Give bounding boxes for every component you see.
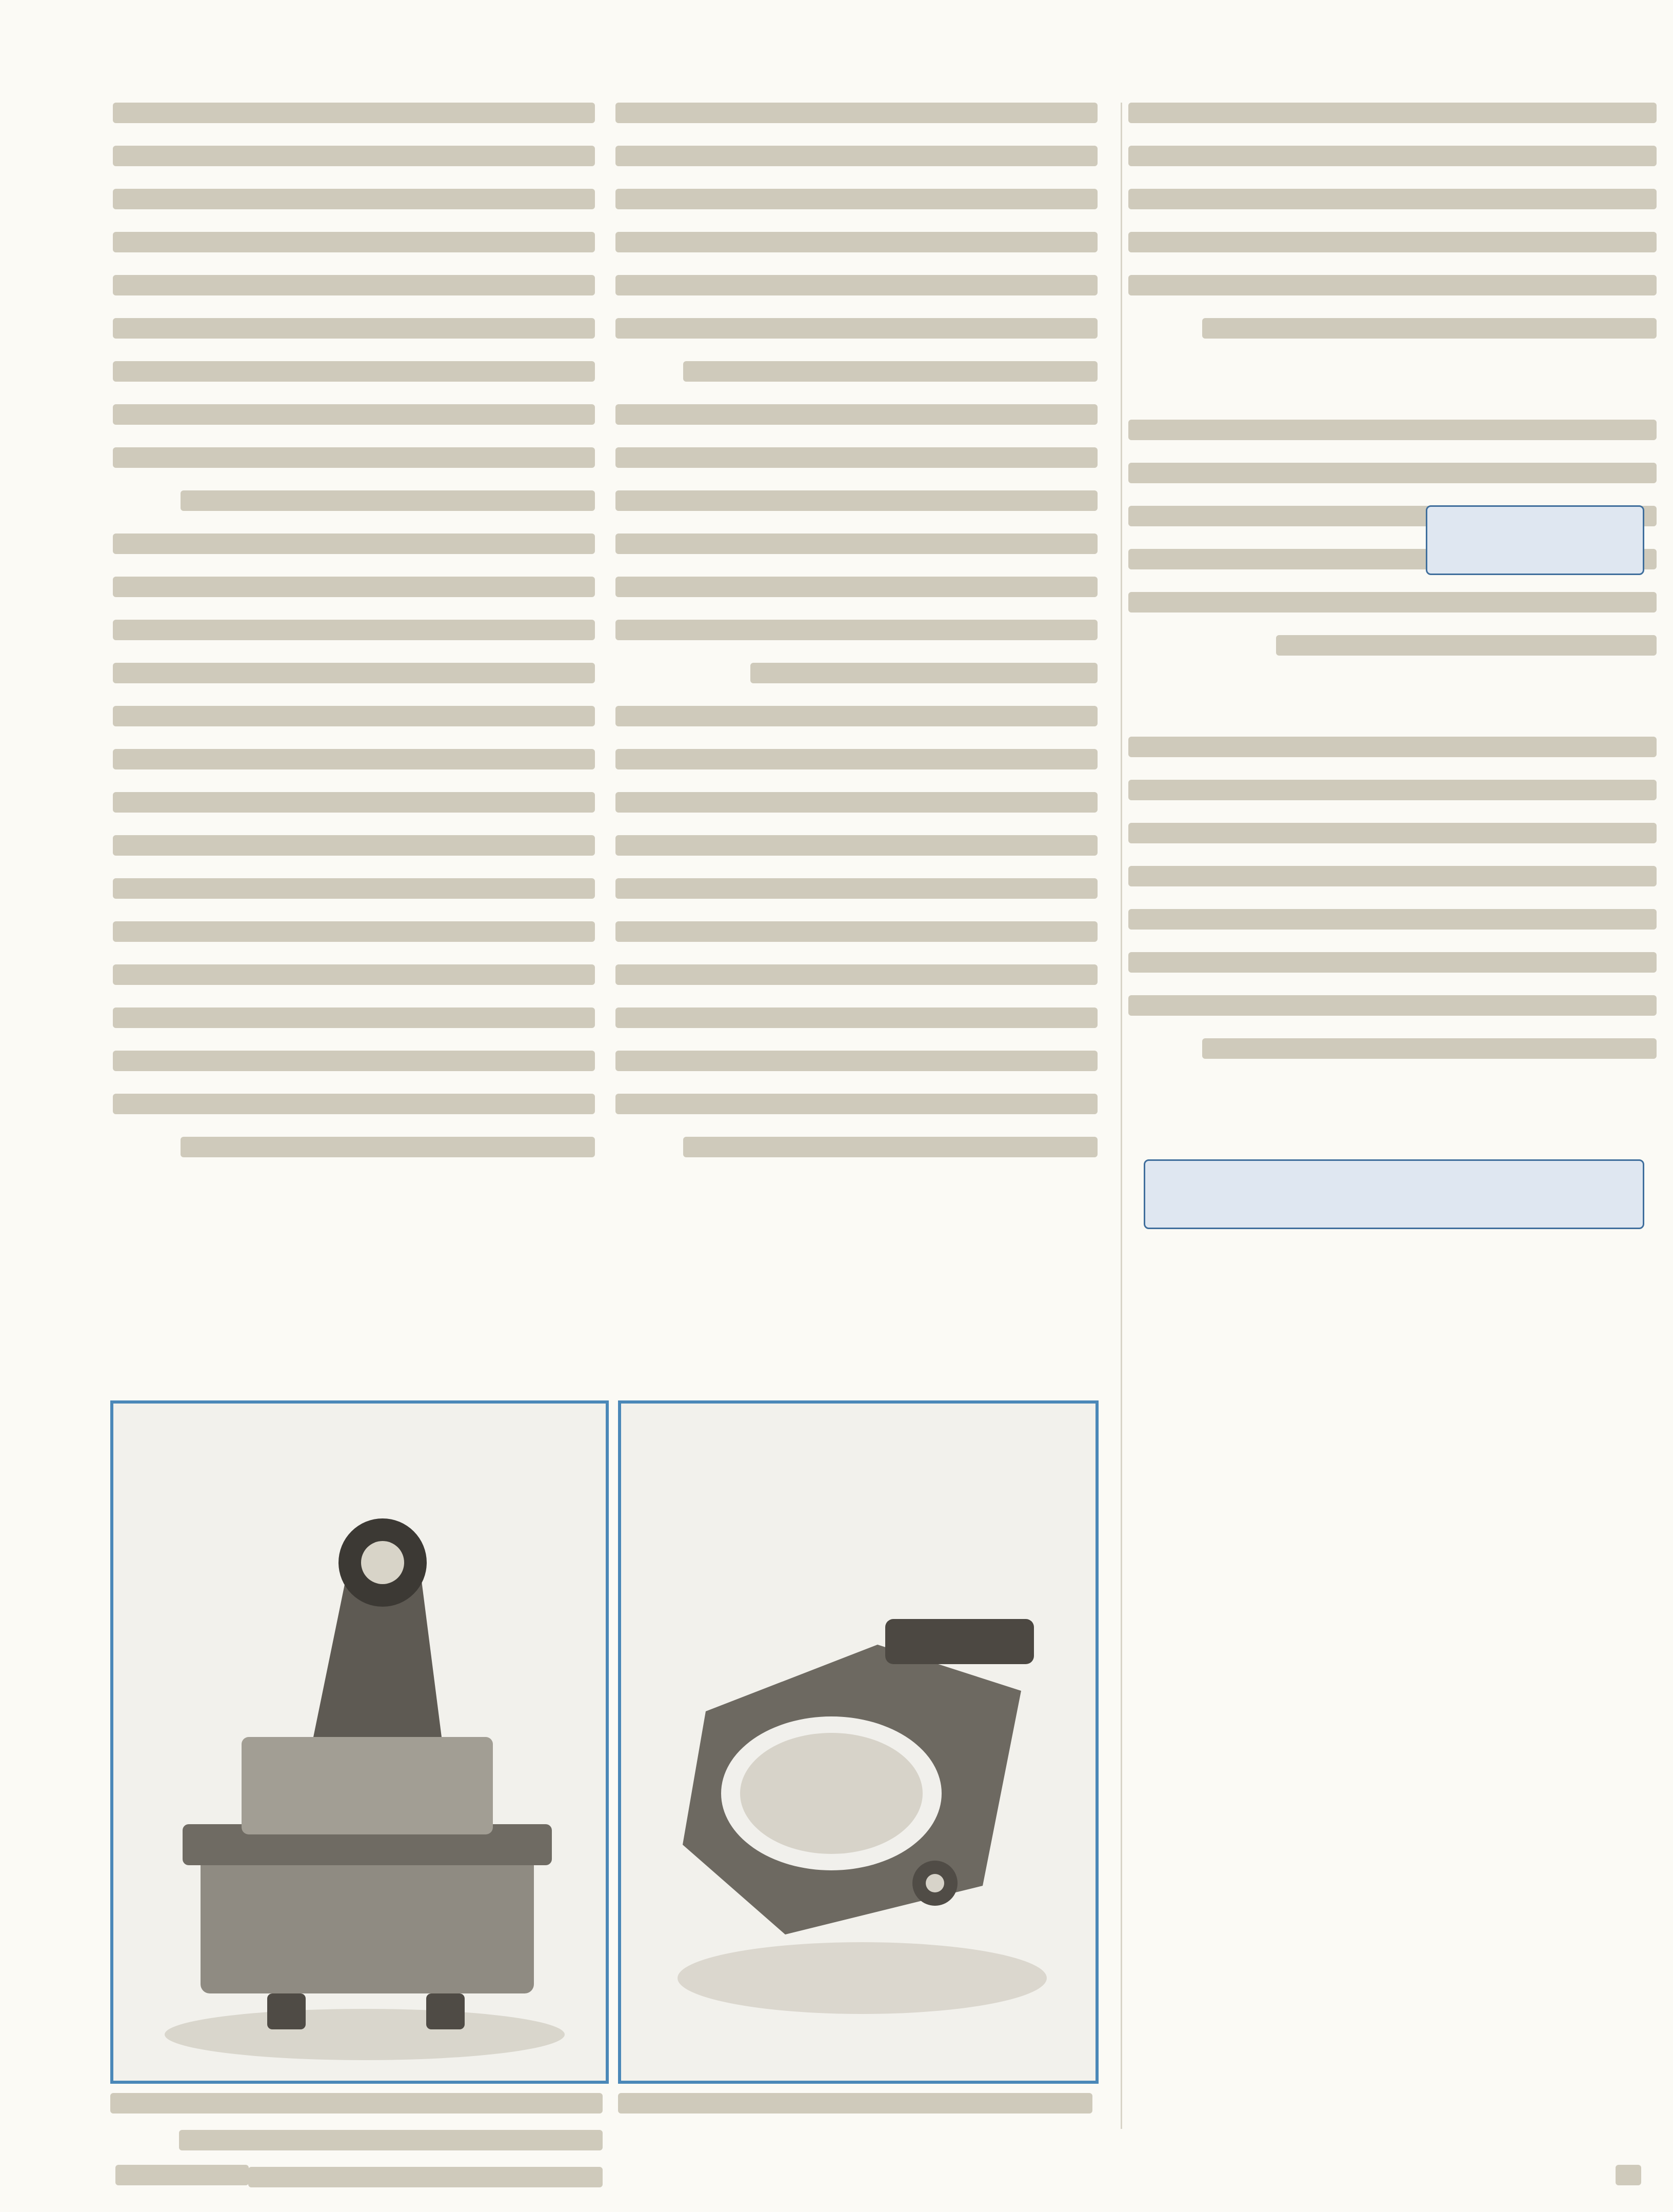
text-line (1128, 592, 1657, 613)
text-line (1202, 1038, 1657, 1059)
text-line (1128, 232, 1657, 252)
text-line (113, 275, 595, 295)
text-line (113, 404, 595, 425)
text-line (615, 878, 1098, 899)
text-line (1128, 463, 1657, 483)
text-line (615, 146, 1098, 166)
text-line (113, 146, 595, 166)
text-line (1128, 995, 1657, 1016)
text-line (1128, 189, 1657, 209)
text-line (113, 663, 595, 683)
magazine-name (115, 2165, 249, 2185)
text-line (113, 749, 595, 769)
text-line (615, 964, 1098, 985)
article-column-middle (615, 103, 1098, 1282)
text-line (1128, 866, 1657, 886)
text-line (615, 318, 1098, 339)
column-rule (1121, 103, 1122, 2129)
article-column-left (113, 103, 595, 1282)
text-line (1128, 146, 1657, 166)
text-line (615, 103, 1098, 123)
text-line (615, 620, 1098, 640)
text-line (1128, 909, 1657, 930)
text-line (113, 232, 595, 252)
text-line (113, 792, 595, 813)
text-line (1128, 737, 1657, 757)
section-heading-connection (1426, 505, 1644, 575)
heading-gap (1128, 361, 1657, 397)
text-line (1128, 952, 1657, 973)
text-line (113, 1094, 595, 1114)
text-line (615, 534, 1098, 554)
figure-instrument-left (110, 1400, 609, 2084)
text-line (113, 577, 595, 597)
caption-line (179, 2130, 603, 2150)
text-line (113, 189, 595, 209)
caption-line (248, 2167, 603, 2187)
text-line (113, 447, 595, 468)
text-line (615, 1094, 1098, 1114)
section-heading-moon-sun-distance (1144, 1159, 1644, 1229)
text-line (615, 1008, 1098, 1028)
text-line (615, 749, 1098, 769)
text-line (113, 1051, 595, 1071)
text-line (615, 404, 1098, 425)
caption-right (618, 2093, 1092, 2114)
instrument-illustration-left (113, 1404, 606, 2081)
text-line (615, 921, 1098, 942)
text-line (615, 577, 1098, 597)
article-column-right (1128, 103, 1657, 2103)
text-line (1128, 780, 1657, 800)
text-line (615, 490, 1098, 511)
text-line (615, 835, 1098, 856)
text-line (750, 663, 1098, 683)
text-line (615, 706, 1098, 726)
page-number (1616, 2165, 1641, 2185)
text-line (615, 232, 1098, 252)
text-line (181, 1137, 595, 1157)
text-line (113, 620, 595, 640)
caption-line (618, 2093, 1092, 2114)
text-line (113, 835, 595, 856)
text-line (1276, 635, 1657, 656)
text-line (113, 964, 595, 985)
text-line (683, 1137, 1098, 1157)
caption-line (110, 2093, 603, 2114)
text-line (113, 921, 595, 942)
instrument-illustration-right (621, 1404, 1096, 2081)
text-line (113, 103, 595, 123)
text-line (113, 1008, 595, 1028)
text-line (615, 792, 1098, 813)
text-line (1128, 103, 1657, 123)
text-line (1128, 823, 1657, 843)
text-line (113, 318, 595, 339)
text-line (113, 361, 595, 382)
text-line (615, 447, 1098, 468)
text-line (615, 1051, 1098, 1071)
text-line (113, 534, 595, 554)
text-line (181, 490, 595, 511)
text-line (113, 878, 595, 899)
figure-instrument-right (618, 1400, 1099, 2084)
text-line (615, 189, 1098, 209)
text-line (1128, 275, 1657, 295)
text-line (683, 361, 1098, 382)
text-line (1202, 318, 1657, 339)
heading-gap (1128, 678, 1657, 714)
text-line (615, 275, 1098, 295)
text-line (1128, 420, 1657, 440)
text-line (113, 706, 595, 726)
